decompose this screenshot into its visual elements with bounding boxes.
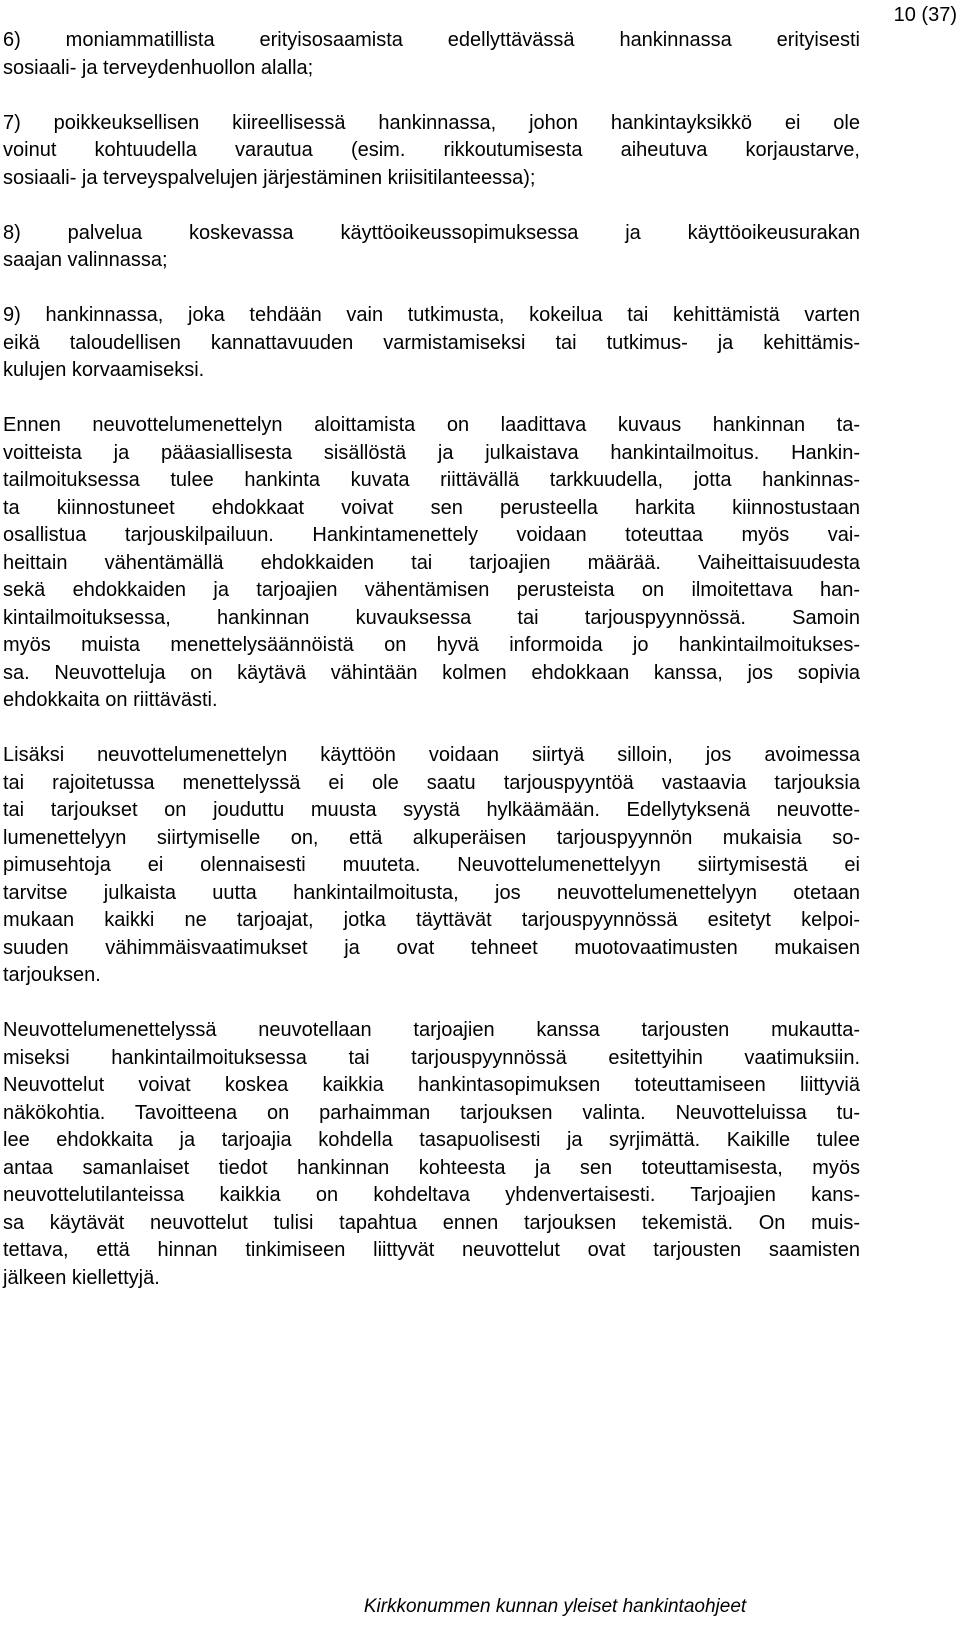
text-line: 8) palvelua koskevassa käyttöoikeussopimuksessa ja käyttöoikeusurakan: [3, 221, 860, 244]
text-line: pimusehtoja ei olennaisesti muuteta. Neuvottelumenettelyyn siirtymisestä ei: [3, 854, 860, 876]
text-line: lee ehdokkaita ja tarjoajia kohdella tasapuolisesti ja syrjimättä. Kaikille tulee: [3, 1129, 860, 1151]
text-line: ta kiinnostuneet ehdokkaat voivat sen perusteella harkita kiinnostustaan: [3, 496, 860, 519]
list-item: [3, 110, 860, 193]
text-line: tarjouksen.: [3, 964, 101, 986]
text-line: tailmoituksessa tulee hankinta kuvata riittävällä tarkkuudella, jotta hankinnas-: [3, 469, 860, 491]
text-line: miseksi hankintailmoituksessa tai tarjouspyynnössä esitettyihin vaatimuksiin.: [3, 1046, 860, 1069]
text-line: kulujen korvaamiseksi.: [3, 359, 205, 381]
list-item: [3, 27, 860, 82]
text-line: sekä ehdokkaiden ja tarjoajien vähentämisen perusteista on ilmoitettava han-: [3, 579, 860, 601]
text-line: heittain vähentämällä ehdokkaiden tai tarjoajien määrää. Vaiheittaisuudesta: [3, 551, 860, 574]
text-line: tettava, että hinnan tinkimiseen liittyvät neuvottelut ovat tarjousten saamisten: [3, 1239, 860, 1261]
text-line: 7) poikkeuksellisen kiireellisessä hankinnassa, johon hankintayksikkö ei ole: [3, 111, 860, 134]
text-line: Lisäksi neuvottelumenettelyn käyttöön voidaan siirtyä silloin, jos avoimessa: [3, 744, 860, 766]
text-line: Ennen neuvottelumenettelyn aloittamista on laadittava kuvaus hankinnan ta-: [3, 414, 860, 436]
text-line: voitteista ja pääasiallisesta sisällöstä ja julkaistava hankintailmoitus. Hankin-: [3, 441, 860, 464]
text-line: sosiaali- ja terveyspalvelujen järjestäminen kriisitilanteessa);: [3, 166, 536, 189]
list-item: [3, 220, 860, 275]
page-number: 10 (37): [893, 4, 957, 26]
paragraph: [3, 742, 860, 990]
text-line: ehdokkaita on riittävästi.: [3, 689, 218, 711]
text-line: Neuvottelumenettelyssä neuvotellaan tarjoajien kanssa tarjousten mukautta-: [3, 1019, 860, 1041]
text-line: mukaan kaikki ne tarjoajat, jotka täyttävät tarjouspyynnössä esitetyt kelpoi-: [3, 909, 860, 931]
text-line: jälkeen kiellettyjä.: [3, 1266, 160, 1289]
text-line: eikä taloudellisen kannattavuuden varmistamiseksi tai tutkimus- ja kehittämis-: [3, 331, 860, 354]
text-line: myös muista menettelysäännöistä on hyvä informoida jo hankintailmoitukses-: [3, 634, 860, 656]
text-line: sa käytävät neuvottelut tulisi tapahtua ennen tarjouksen tekemistä. On muis-: [3, 1211, 860, 1234]
text-line: saajan valinnassa;: [3, 249, 168, 271]
text-line: tai tarjoukset on jouduttu muusta syystä hylkäämään. Edellytyksenä neuvotte-: [3, 799, 860, 821]
text-line: neuvottelutilanteissa kaikkia on kohdeltava yhdenvertaisesti. Tarjoajien kans-: [3, 1184, 860, 1206]
text-line: lumenettelyyn siirtymiselle on, että alkuperäisen tarjouspyynnön mukaisia so-: [3, 826, 860, 849]
text-line: voinut kohtuudella varautua (esim. rikkoutumisesta aiheutuva korjaustarve,: [3, 139, 860, 161]
text-line: osallistua tarjouskilpailuun. Hankintamenettely voidaan toteuttaa myös vai-: [3, 524, 860, 546]
text-line: tai rajoitetussa menettelyssä ei ole saatu tarjouspyyntöä vastaavia tarjouksia: [3, 771, 860, 794]
text-line: antaa samanlaiset tiedot hankinnan kohteesta ja sen toteuttamisesta, myös: [3, 1156, 860, 1179]
text-line: sa. Neuvotteluja on käytävä vähintään kolmen ehdokkaan kanssa, jos sopivia: [3, 661, 860, 684]
text-line: 9) hankinnassa, joka tehdään vain tutkimusta, kokeilua tai kehittämistä varten: [3, 304, 860, 326]
text-line: näkökohtia. Tavoitteena on parhaimman tarjouksen valinta. Neuvotteluissa tu-: [3, 1101, 860, 1124]
text-line: Neuvottelut voivat koskea kaikkia hankintasopimuksen toteuttamiseen liittyviä: [3, 1074, 860, 1096]
text-line: sosiaali- ja terveydenhuollon alalla;: [3, 56, 314, 79]
page-footer: Kirkkonummen kunnan yleiset hankintaohjeet: [363, 1596, 747, 1617]
text-line: kintailmoituksessa, hankinnan kuvauksessa tai tarjouspyynnössä. Samoin: [3, 606, 860, 629]
paragraph: [3, 1017, 860, 1292]
text-line: suuden vähimmäisvaatimukset ja ovat tehneet muotovaatimusten mukaisen: [3, 936, 860, 959]
text-line: 6) moniammatillista erityisosaamista edellyttävässä hankinnassa erityisesti: [3, 29, 860, 51]
list-item: [3, 302, 860, 385]
paragraph: [3, 412, 860, 715]
document-body: [3, 27, 860, 1292]
text-line: tarvitse julkaista uutta hankintailmoitusta, jos neuvottelumenettelyyn otetaan: [3, 881, 860, 904]
